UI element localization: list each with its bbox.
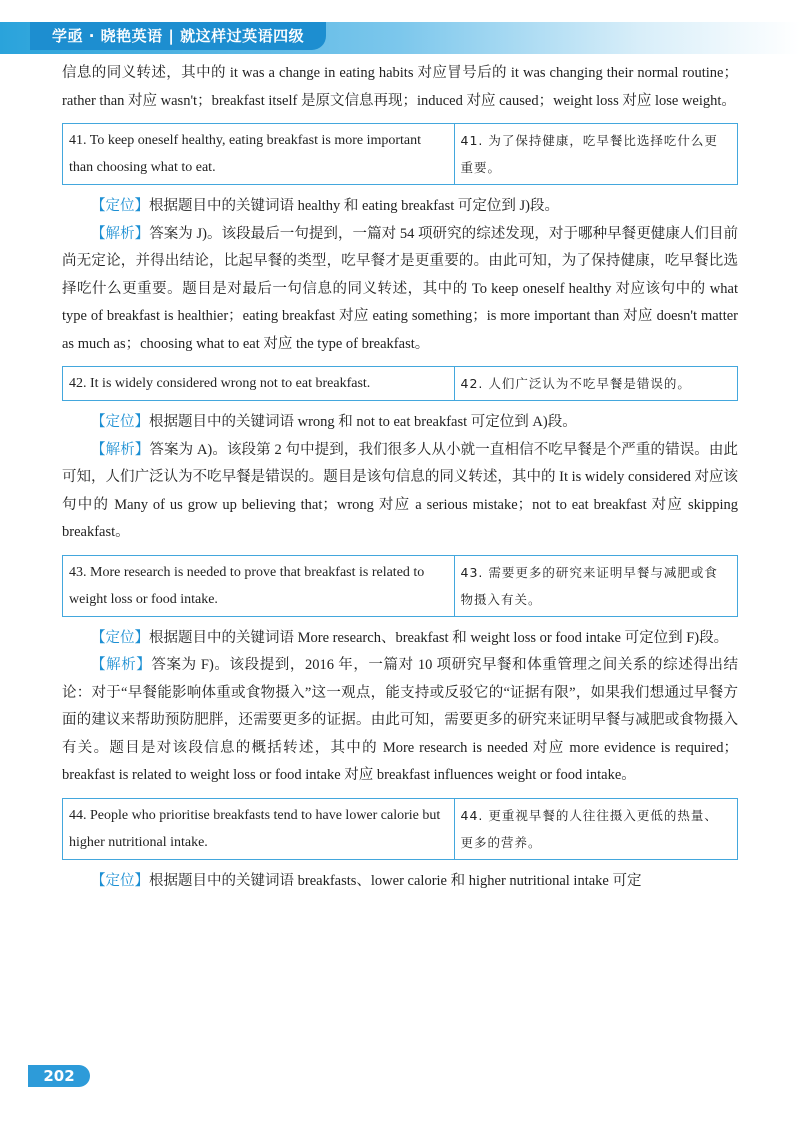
- page-content: [62, 60, 738, 895]
- header-bar: [0, 22, 800, 54]
- intro-paragraph: 信息的同义转述，其中的 it was a change in eating habits 对应冒号后的 it was changing their normal routine；rather than 对应 wasn't；breakfast itself 是原文信息再现；induced 对应 caused；weight loss 对应 lose weight。: [62, 65, 738, 109]
- locate-tag: 【定位】: [91, 872, 149, 889]
- locate-tag: 【定位】: [91, 198, 149, 214]
- header-title: 学亟 · 晓艳英语 | 就这样过英语四级: [30, 22, 326, 50]
- locate-paragraph: [62, 409, 738, 437]
- question-box-43: [62, 555, 738, 617]
- locate-paragraph: [62, 868, 738, 896]
- analysis-paragraph: [62, 437, 738, 547]
- analysis-paragraph: [62, 221, 738, 359]
- locate-text: 根据题目中的关键词语 healthy 和 eating breakfast 可定位到 J)段。: [149, 198, 559, 214]
- question-chinese: 43. 需要更多的研究来证明早餐与减肥或食物摄入有关。: [454, 555, 738, 616]
- locate-tag: 【定位】: [91, 629, 149, 646]
- question-chinese: 41. 为了保持健康，吃早餐比选择吃什么更重要。: [454, 124, 738, 185]
- analysis-tag: 【解析】: [91, 657, 152, 673]
- question-english: 42. It is widely considered wrong not to eat breakfast.: [63, 367, 455, 401]
- page-number: 202: [28, 1065, 90, 1087]
- locate-paragraph: [62, 625, 738, 653]
- question-chinese: 42. 人们广泛认为不吃早餐是错误的。: [454, 367, 738, 401]
- analysis-paragraph: [62, 652, 738, 790]
- question-english: 41. To keep oneself healthy, eating breakfast is more important than choosing what to eat.: [63, 124, 455, 185]
- analysis-tag: 【解析】: [91, 225, 150, 242]
- question-box-42: [62, 366, 738, 401]
- locate-tag: 【定位】: [91, 414, 149, 430]
- question-box-41: [62, 123, 738, 185]
- analysis-tag: 【解析】: [91, 441, 150, 458]
- analysis-text: 答案为 A)。该段第 2 句中提到，我们很多人从小就一直相信不吃早餐是个严重的错误。由此可知，人们广泛认为不吃早餐是错误的。题目是该句信息的同义转述，其中的 It is widely considered 对应该句中的 Many of us grow up believing that；wrong 对应 a serious mistake；not to eat breakfast 对应 skipping breakfast。: [62, 441, 739, 540]
- analysis-text: 答案为 F)。该段提到，2016 年，一篇对 10 项研究早餐和体重管理之间关系的综述得出结论：对于“早餐能影响体重或食物摄入”这一观点，能支持或反驳它的“证据有限”，如果我们想通过早餐方面的建议来帮助预防肥胖，还需要更多的证据。由此可知，需要更多的研究来证明早餐与减肥或食物摄入有关。题目是对该段信息的概括转述，其中的 More research is needed 对应 more evidence is required；breakfast is related to weight loss or food intake 对应 breakfast influences weight or food intake。: [62, 657, 739, 783]
- locate-text: 根据题目中的关键词语 More research、breakfast 和 weight loss or food intake 可定位到 F)段。: [149, 629, 729, 646]
- question-chinese: 44. 更重视早餐的人往往摄入更低的热量、更多的营养。: [454, 798, 738, 859]
- locate-text: 根据题目中的关键词语 wrong 和 not to eat breakfast 可定位到 A)段。: [149, 414, 577, 430]
- question-english: 44. People who prioritise breakfasts tend to have lower calorie but higher nutritional intake.: [63, 798, 455, 859]
- question-box-44: [62, 798, 738, 860]
- locate-paragraph: [62, 193, 738, 221]
- analysis-text: 答案为 J)。该段最后一句提到，一篇对 54 项研究的综述发现，对于哪种早餐更健康人们目前尚无定论，并得出结论，比起早餐的类型，吃早餐才是更重要的。由此可知，为了保持健康，吃早餐比选择吃什么更重要。题目是对最后一句信息的同义转述，其中的 To keep oneself healthy 对应该句中的 what type of breakfast is healthier；eating breakfast 对应 eating something；is more important than 对应 doesn't matter as much as；choosing what to eat 对应 the type of breakfast。: [62, 225, 739, 352]
- question-english: 43. More research is needed to prove that breakfast is related to weight loss or food intake.: [63, 555, 455, 616]
- locate-text: 根据题目中的关键词语 breakfasts、lower calorie 和 higher nutritional intake 可定: [149, 872, 642, 889]
